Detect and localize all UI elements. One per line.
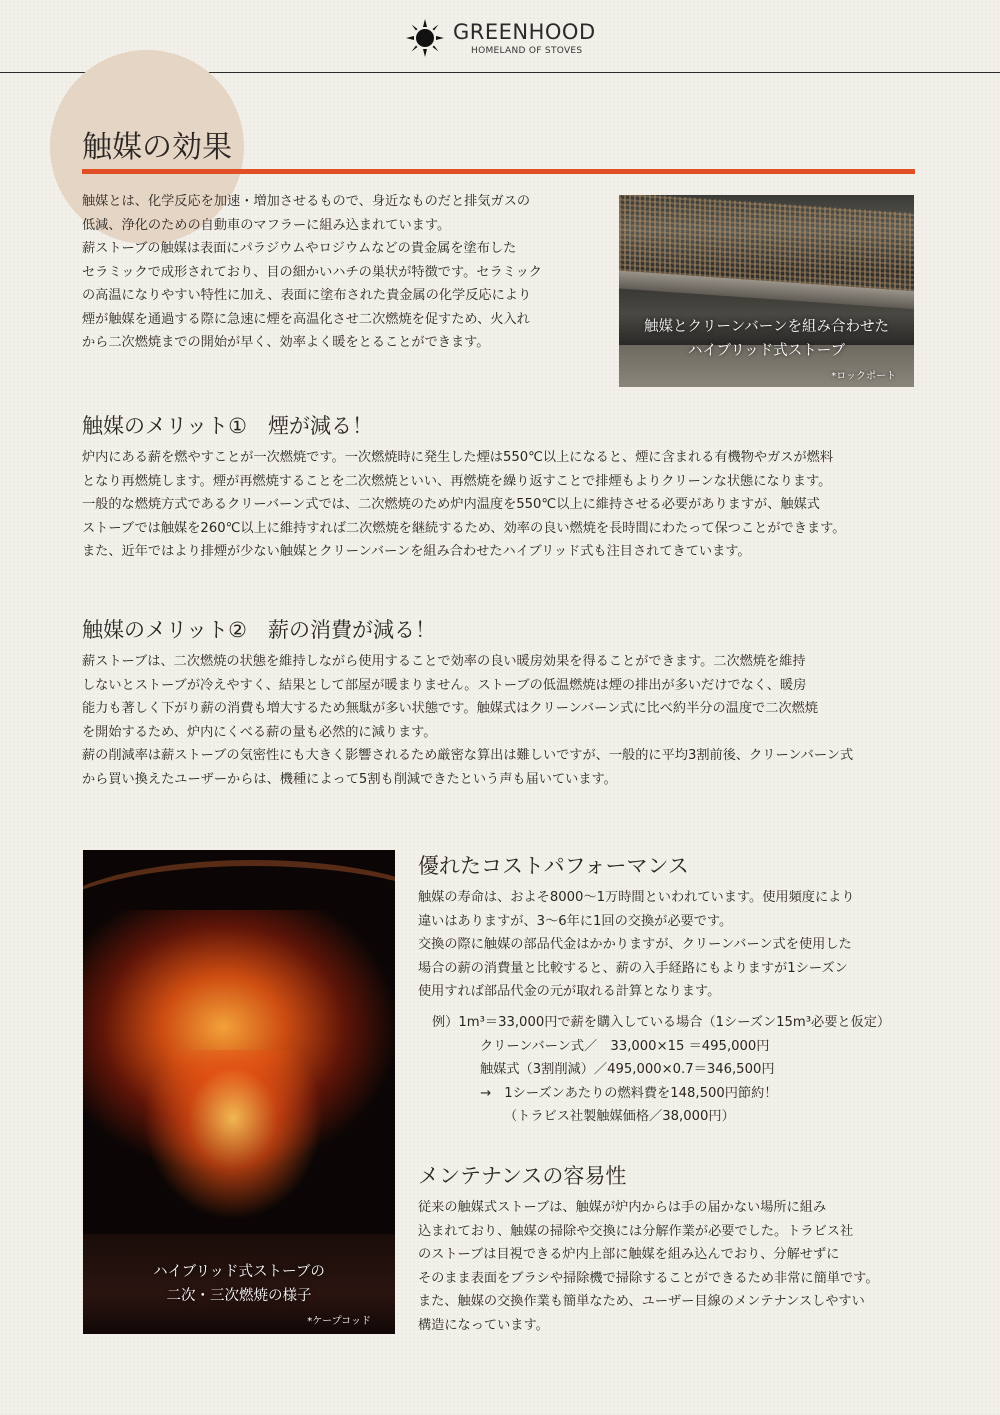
intro-line: 煙が触媒を通過する際に急速に煙を高温化させ二次燃焼を促すため、火入れ	[82, 311, 530, 327]
intro-line: 薪ストーブの触媒は表面にパラジウムやロジウムなどの貴金属を塗布した	[82, 241, 517, 256]
cost-line: 交換の際に触媒の部品代金はかかりますが、クリーンバーン式を使用した	[418, 937, 852, 952]
cost-line: 触媒の寿命は、およそ8000〜1万時間といわれています。使用頻度により	[418, 890, 855, 905]
maintenance-line: 構造になっています。	[418, 1317, 549, 1333]
merit2-title: 触媒のメリット② 薪の消費が減る！	[82, 618, 436, 642]
flame-core	[143, 1050, 323, 1220]
maintenance-line: また、触媒の交換作業も簡単なため、ユーザー目線のメンテナンスしやすい	[418, 1294, 865, 1309]
photo-caption	[619, 315, 914, 363]
merit1-line: ストーブでは触媒を260℃以上に維持すれば二次燃焼を継続するため、効率の良い燃焼を長時間にわたって保つことができます。	[82, 520, 846, 536]
photo-note: *ロックポート	[831, 371, 896, 382]
merit2-line: 薪ストーブは、二次燃焼の状態を維持しながら使用することで効率の良い暖房効果を得ることができます。二次燃焼を維持	[82, 654, 806, 669]
intro-line: 低減、浄化のための自動車のマフラーに組み込まれています。	[82, 217, 451, 233]
example-line: 触媒式（3割削減）／495,000×0.7＝346,500円	[480, 1062, 775, 1077]
sun-icon	[405, 18, 445, 58]
example-line: 例）1m³＝33,000円で薪を購入している場合（1シーズン15m³必要と仮定）	[432, 1015, 891, 1030]
maintenance-text	[418, 1196, 879, 1337]
title-divider	[82, 169, 915, 174]
cost-text	[418, 886, 855, 1004]
maintenance-line: 込まれており、触媒の掃除や交換には分解作業が必要でした。トラビス社	[418, 1223, 854, 1239]
caption-line: ハイブリッド式ストーブの	[153, 1264, 325, 1280]
merit1-line: 一般的な燃焼方式であるクリーバーン式では、二次燃焼のため炉内温度を550℃以上に維持させる必要がありますが、触媒式	[82, 497, 820, 512]
cost-line: 使用すれば部品代金の元が取れる計算となります。	[418, 984, 721, 999]
merit1-line: また、近年ではより排煙が少ない触媒とクリーンバーンを組み合わせたハイブリッド式も注目されてきています。	[82, 544, 751, 559]
photo-caption	[83, 1260, 395, 1308]
intro-line: 触媒とは、化学反応を加速・増加させるもので、身近なものだと排気ガスの	[82, 194, 531, 209]
merit2-line: を開始するため、炉内にくべる薪の量も必然的に減ります。	[82, 724, 437, 740]
intro-line: の高温になりやすい特性に加え、表面に塗布された貴金属の化学反応により	[82, 288, 532, 303]
merit1-line: 炉内にある薪を燃やすことが一次燃焼です。一次燃焼時に発生した煙は550℃以上になると、煙に含まれる有機物やガスが燃料	[82, 450, 834, 465]
example-line: （トラビス社製触媒価格／38,000円）	[504, 1109, 735, 1124]
page-title: 触媒の効果	[82, 130, 232, 165]
merit1-line: となり再燃焼します。煙が再燃焼することを二次燃焼といい、再燃焼を繰り返すことで排煙もよりクリーンな状態になります。	[82, 473, 832, 489]
caption-line: 二次・三次燃焼の様子	[166, 1288, 312, 1304]
caption-line: 触媒とクリーンバーンを組み合わせた	[644, 319, 889, 335]
maintenance-line: そのまま表面をブラシや掃除機で掃除することができるため非常に簡単です。	[418, 1270, 879, 1286]
cost-title: 優れたコストパフォーマンス	[418, 854, 689, 878]
merit2-line: 能力も著しく下がり薪の消費も増大するため無駄が多い状態です。触媒式はクリーンバーン式に比べ約半分の温度で二次燃焼	[82, 701, 818, 716]
merit2-text	[82, 650, 853, 791]
example-line: クリーンバーン式／ 33,000×15 ＝495,000円	[480, 1038, 770, 1054]
hybrid-stove-photo	[619, 195, 914, 387]
brand-name: GREENHOOD	[453, 20, 596, 44]
maintenance-line: 従来の触媒式ストーブは、触媒が炉内からは手の届かない場所に組み	[418, 1200, 827, 1215]
example-line: → 1シーズンあたりの燃料費を148,500円節約！	[480, 1085, 778, 1101]
photo-note: *ケープコッド	[307, 1316, 371, 1327]
cost-line: 違いはありますが、3〜6年に1回の交換が必要です。	[418, 913, 733, 929]
intro-text	[82, 190, 542, 355]
merit2-line: から買い換えたユーザーからは、機種によって5割も削減できたという声も届いています。	[82, 771, 617, 787]
brand-logo[interactable]	[405, 14, 605, 60]
merit1-text	[82, 446, 845, 564]
merit2-line: しないとストーブが冷えやすく、結果として部屋が暖まりません。ストーブの低温燃焼は煙の排出が多いだけでなく、暖房	[82, 677, 807, 693]
fire-photo	[83, 850, 395, 1334]
intro-line: セラミックで成形されており、目の細かいハチの巣状が特徴です。セラミック	[82, 264, 542, 280]
cost-example	[432, 1011, 890, 1129]
maintenance-title: メンテナンスの容易性	[418, 1164, 627, 1188]
merit1-title: 触媒のメリット① 煙が減る！	[82, 414, 373, 438]
intro-line: から二次燃焼までの開始が早く、効率よく暖をとることができます。	[82, 335, 490, 350]
merit2-line: 薪の削減率は薪ストーブの気密性にも大きく影響されるため厳密な算出は難しいですが、一般的に平均3割前後、クリーンバーン式	[82, 748, 854, 763]
caption-line: ハイブリッド式ストーブ	[687, 343, 846, 359]
maintenance-line: のストーブは目視できる炉内上部に触媒を組み込んでおり、分解せずに	[418, 1247, 840, 1262]
cost-line: 場合の薪の消費量と比較すると、薪の入手経路にもよりますが1シーズン	[418, 960, 848, 976]
brand-tagline: HOMELAND OF STOVES	[471, 46, 583, 56]
